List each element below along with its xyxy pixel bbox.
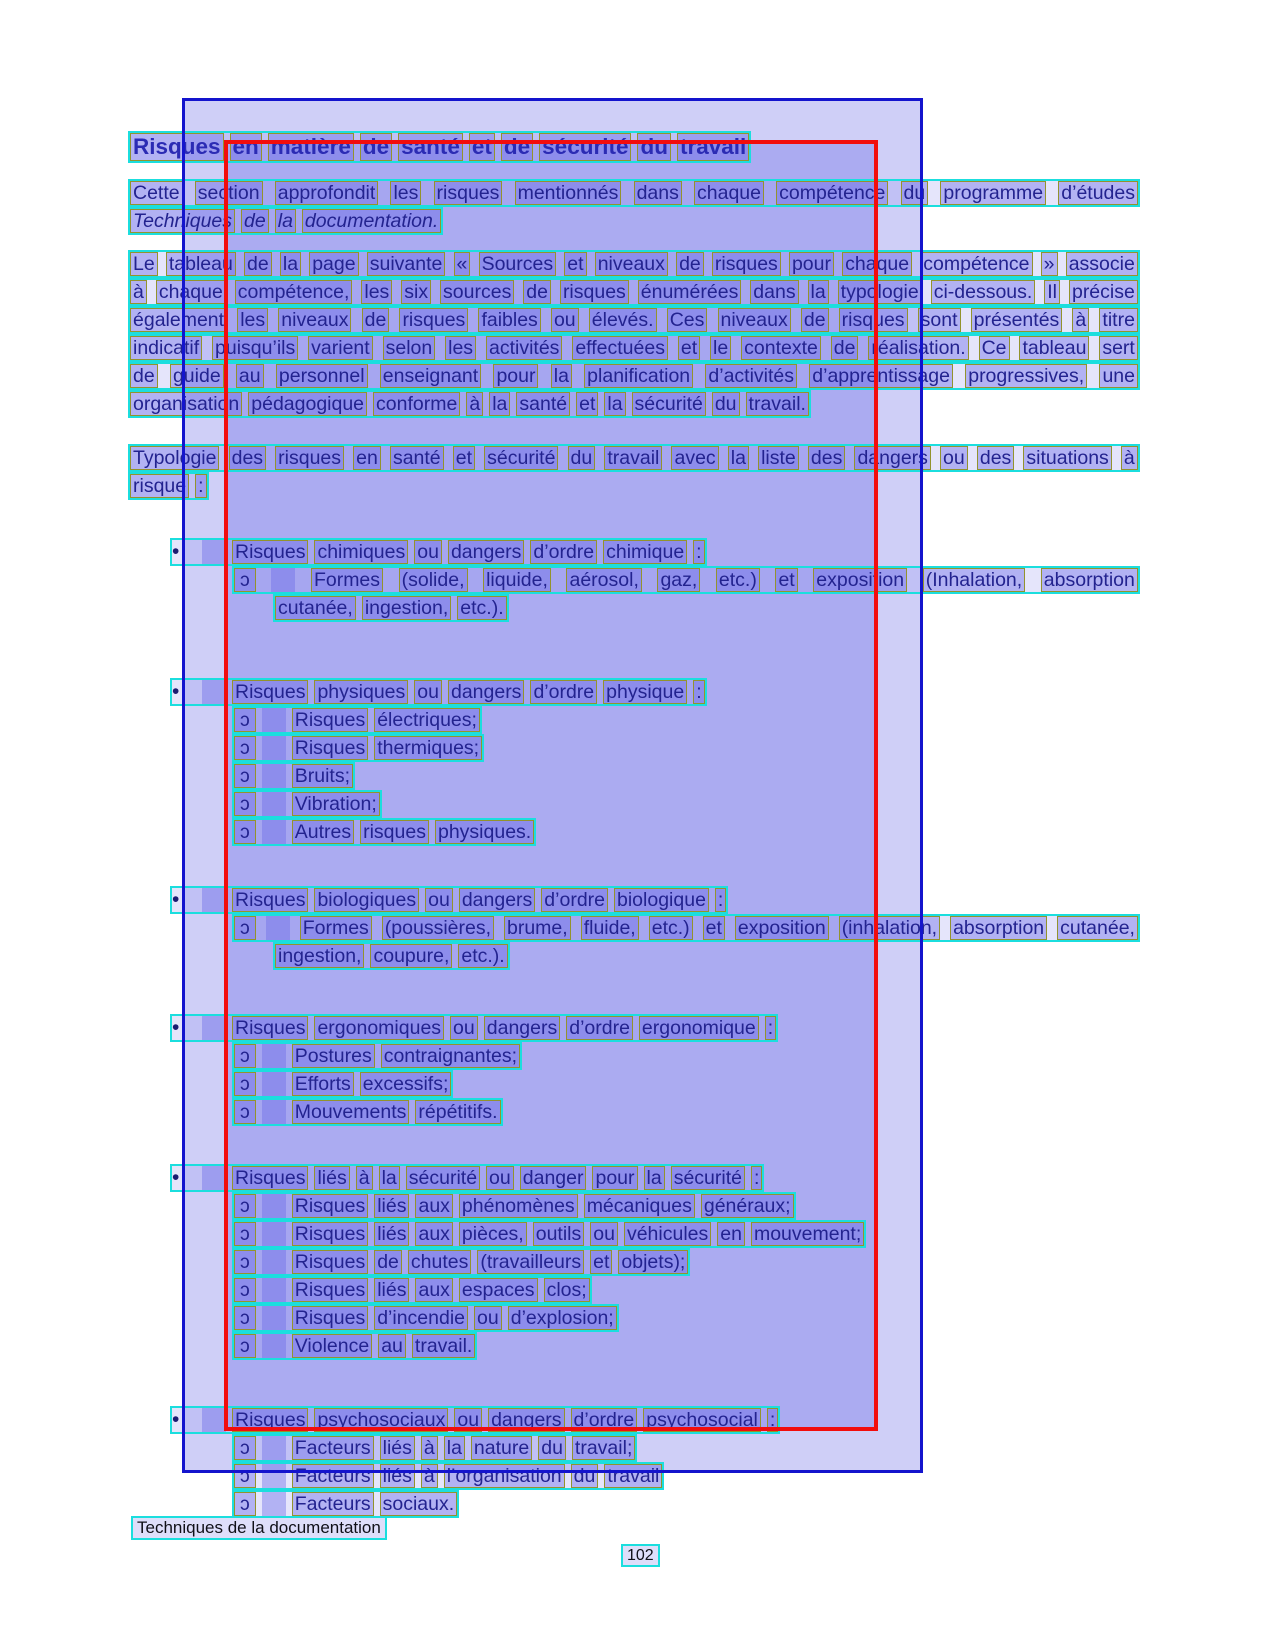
word-box: physique — [603, 680, 687, 704]
word-box: compétence — [920, 252, 1032, 276]
word-box: enseignant — [380, 364, 481, 388]
word-box: en — [353, 446, 381, 470]
indent-spacer — [262, 1492, 286, 1516]
word-box: niveaux — [595, 252, 668, 276]
word-box: du — [901, 181, 929, 205]
word-box: ou — [454, 1408, 482, 1432]
word-box: de — [831, 336, 859, 360]
word-box: typologie — [838, 280, 922, 304]
word-box: Ce — [979, 336, 1010, 360]
word-box: ou — [450, 1016, 478, 1040]
word-box: : — [767, 1408, 778, 1432]
word-box: exposition — [735, 916, 829, 940]
sub-bullet-marker-icon: ɔ — [234, 1194, 256, 1218]
word-box: Sources — [479, 252, 557, 276]
word-box: réalisation. — [868, 336, 968, 360]
word-box: ou — [486, 1166, 514, 1190]
word-box: compétence, — [235, 280, 353, 304]
word-box: section — [195, 181, 263, 205]
sub-bullet-marker-icon: ɔ — [234, 792, 256, 816]
sub-bullet-marker-icon: ɔ — [234, 820, 256, 844]
word-box: outils — [533, 1222, 585, 1246]
word-box: physiques. — [435, 820, 534, 844]
word-box: au — [378, 1334, 406, 1358]
word-box: Risques — [292, 1222, 368, 1246]
word-box: : — [195, 474, 206, 498]
word-box: sécurité — [539, 133, 631, 161]
word-box: pour — [493, 364, 538, 388]
word-box: travail; — [572, 1436, 635, 1460]
word-box: tableau — [1019, 336, 1089, 360]
word-box: de — [241, 209, 269, 233]
word-box: page — [309, 252, 358, 276]
word-box: personnel — [276, 364, 368, 388]
word-box: objets); — [618, 1250, 688, 1274]
word-box: biologiques — [314, 888, 419, 912]
word-box: et — [703, 916, 725, 940]
word-box: mouvement; — [751, 1222, 864, 1246]
word-box: dangers — [448, 540, 524, 564]
word-box: et — [775, 568, 797, 592]
word-box: Le — [130, 252, 158, 276]
word-box: dangers — [448, 680, 524, 704]
word-box: d’apprentissage — [809, 364, 953, 388]
word-box: organisation — [130, 392, 242, 416]
word-box: la — [275, 209, 296, 233]
word-box: ou — [414, 680, 442, 704]
word-box: espaces — [459, 1278, 538, 1302]
text-line — [232, 1490, 459, 1518]
word-box: documentation. — [302, 209, 441, 233]
word-box: électriques; — [374, 708, 480, 732]
word-box: sécurité — [484, 446, 558, 470]
word-box: ou — [474, 1306, 502, 1330]
word-box: dans — [750, 280, 798, 304]
word-box: (Inhalation, — [923, 568, 1025, 592]
word-box: travail — [604, 1464, 662, 1488]
word-box: Risques — [232, 540, 308, 564]
word-box: et — [678, 336, 700, 360]
word-box: situations — [1023, 446, 1111, 470]
word-box: (travailleurs — [477, 1250, 584, 1274]
word-box: Violence — [292, 1334, 372, 1358]
word-box: avec — [671, 446, 718, 470]
word-box: d’ordre — [530, 680, 597, 704]
word-box: chaque — [694, 181, 764, 205]
word-box: psychosociaux — [314, 1408, 448, 1432]
word-box: risques — [360, 820, 429, 844]
word-box: niveaux — [718, 308, 791, 332]
bullet-marker-icon: • — [172, 1016, 180, 1039]
word-box: travail. — [412, 1334, 475, 1358]
sub-bullet-marker-icon: ɔ — [234, 1464, 256, 1488]
word-box: niveaux — [278, 308, 351, 332]
word-box: Bruits; — [292, 764, 353, 788]
word-box: des — [977, 446, 1014, 470]
word-box: etc.) — [649, 916, 693, 940]
word-box: mentionnés — [515, 181, 622, 205]
word-box: Risques — [232, 680, 308, 704]
word-box: ou — [414, 540, 442, 564]
word-box: (poussières, — [382, 916, 494, 940]
word-box: Risques — [292, 1278, 368, 1302]
word-box: les — [390, 181, 421, 205]
word-box: contexte — [741, 336, 821, 360]
word-box: sécurité — [632, 392, 706, 416]
word-box: et — [576, 392, 598, 416]
word-box: ou — [940, 446, 968, 470]
word-box: pédagogique — [248, 392, 367, 416]
word-box: du — [568, 446, 596, 470]
word-box: Il — [1044, 280, 1060, 304]
word-box: : — [693, 680, 704, 704]
word-box: brume, — [504, 916, 571, 940]
word-box: d’ordre — [571, 1408, 638, 1432]
word-box: du — [571, 1464, 599, 1488]
word-box: danger — [520, 1166, 587, 1190]
word-box: compétence — [776, 181, 888, 205]
word-box: Risques — [232, 1408, 308, 1432]
word-box: contraignantes; — [381, 1044, 520, 1068]
word-box: liés — [380, 1464, 415, 1488]
word-box: (inhalation, — [839, 916, 940, 940]
word-box: d’activités — [705, 364, 797, 388]
word-box: répétitifs. — [415, 1100, 500, 1124]
word-box: santé — [390, 446, 444, 470]
word-box: aux — [415, 1222, 452, 1246]
word-box: gaz, — [657, 568, 700, 592]
word-box: etc.). — [457, 596, 506, 620]
sub-bullet-marker-icon: ɔ — [234, 1044, 256, 1068]
word-box: absorption — [950, 916, 1047, 940]
bullet-marker-icon: • — [172, 888, 180, 911]
word-box: pour — [592, 1166, 637, 1190]
sub-bullet-marker-icon: ɔ — [234, 736, 256, 760]
sub-bullet-marker-icon: ɔ — [234, 1492, 256, 1516]
word-box: élevés. — [589, 308, 657, 332]
word-box: liés — [314, 1166, 349, 1190]
word-box: des — [229, 446, 266, 470]
word-box: (solide, — [399, 568, 468, 592]
word-box: à — [356, 1166, 373, 1190]
word-box: dans — [634, 181, 682, 205]
word-box: physiques — [314, 680, 408, 704]
word-box: : — [693, 540, 704, 564]
word-box: pour — [789, 252, 834, 276]
bullet-marker-icon: • — [172, 540, 180, 563]
word-box: de — [374, 1250, 402, 1274]
word-box: coupure, — [370, 944, 452, 968]
sub-bullet-marker-icon: ɔ — [234, 916, 256, 940]
word-box: à — [130, 280, 147, 304]
word-box: phénomènes — [459, 1194, 578, 1218]
word-box: chaque — [842, 252, 912, 276]
word-box: pièces, — [459, 1222, 527, 1246]
word-box: d’explosion; — [508, 1306, 617, 1330]
word-box: progressives, — [965, 364, 1087, 388]
word-box: fluide, — [581, 916, 639, 940]
word-box: » — [1041, 252, 1058, 276]
inner-annotation-box — [224, 140, 878, 1431]
word-box: de — [523, 280, 551, 304]
bullet-marker-icon: • — [172, 680, 180, 703]
word-box: Autres — [292, 820, 354, 844]
word-box: d’ordre — [530, 540, 597, 564]
sub-bullet-marker-icon: ɔ — [234, 1222, 256, 1246]
word-box: Techniques — [130, 209, 235, 233]
word-box: ingestion, — [362, 596, 451, 620]
word-box: la — [604, 392, 625, 416]
word-box: la — [444, 1436, 465, 1460]
word-box: dangers — [854, 446, 930, 470]
word-box: titre — [1099, 308, 1138, 332]
word-box: Risques — [292, 736, 368, 760]
word-box: Risques — [292, 1306, 368, 1330]
word-box: Typologie — [130, 446, 219, 470]
word-box: etc.) — [716, 568, 760, 592]
word-box: suivante — [367, 252, 446, 276]
word-box: ergonomique — [639, 1016, 759, 1040]
word-box: dangers — [488, 1408, 564, 1432]
word-box: chutes — [408, 1250, 471, 1274]
word-box: sociaux. — [380, 1492, 458, 1516]
word-box: Formes — [311, 568, 383, 592]
word-box: risques — [560, 280, 629, 304]
word-box: Risques — [232, 888, 308, 912]
word-box: liés — [374, 1194, 409, 1218]
word-box: Risques — [292, 1194, 368, 1218]
word-box: d’études — [1058, 181, 1138, 205]
word-box: approfondit — [275, 181, 379, 205]
word-box: travail. — [746, 392, 809, 416]
sub-bullet-marker-icon: ɔ — [234, 1278, 256, 1302]
word-box: Risques — [292, 708, 368, 732]
word-box: précise — [1069, 280, 1138, 304]
word-box: la — [808, 280, 829, 304]
word-box: chimiques — [314, 540, 408, 564]
word-box: de — [676, 252, 704, 276]
word-box: en — [717, 1222, 745, 1246]
sub-bullet-marker-icon: ɔ — [234, 708, 256, 732]
word-box: ergonomiques — [314, 1016, 444, 1040]
word-box: planification — [584, 364, 693, 388]
word-box: Facteurs — [292, 1492, 374, 1516]
word-box: thermiques; — [374, 736, 482, 760]
word-box: santé — [398, 133, 463, 161]
word-box: ingestion, — [275, 944, 364, 968]
word-box: Risques — [130, 133, 224, 161]
word-box: ou — [551, 308, 579, 332]
word-box: risque — [130, 474, 189, 498]
word-box: exposition — [813, 568, 907, 592]
word-box: de — [244, 252, 272, 276]
word-box: d’ordre — [566, 1016, 633, 1040]
sub-bullet-marker-icon: ɔ — [234, 1250, 256, 1274]
word-box: à — [1072, 308, 1089, 332]
page-number: 102 — [621, 1544, 660, 1567]
word-box: du — [538, 1436, 566, 1460]
footer-text: Techniques de la documentation — [131, 1516, 387, 1540]
word-box: clos; — [544, 1278, 590, 1302]
word-box: les — [237, 308, 268, 332]
word-box: généraux; — [701, 1194, 794, 1218]
word-box: Risques — [292, 1250, 368, 1274]
word-box: Facteurs — [292, 1464, 374, 1488]
word-box: la — [489, 392, 510, 416]
word-box: conforme — [373, 392, 460, 416]
word-box: sert — [1099, 336, 1138, 360]
word-box: etc.). — [458, 944, 507, 968]
word-box: matière — [268, 133, 354, 161]
word-box: liés — [380, 1436, 415, 1460]
word-box: dangers — [459, 888, 535, 912]
word-box: la — [379, 1166, 400, 1190]
word-box: des — [808, 446, 845, 470]
word-box: les — [361, 280, 392, 304]
word-box: de — [360, 133, 392, 161]
sub-bullet-marker-icon: ɔ — [234, 1306, 256, 1330]
word-box: la — [551, 364, 572, 388]
word-box: l’organisation — [444, 1464, 565, 1488]
word-box: de — [130, 364, 158, 388]
word-box: les — [445, 336, 476, 360]
word-box: de — [362, 308, 390, 332]
sub-bullet-marker-icon: ɔ — [234, 1334, 256, 1358]
word-box: puisqu’ils — [212, 336, 298, 360]
word-box: du — [637, 133, 671, 161]
word-box: santé — [516, 392, 570, 416]
word-box: d’incendie — [374, 1306, 468, 1330]
word-box: excessifs; — [360, 1072, 452, 1096]
word-box: le — [710, 336, 731, 360]
word-box: psychosocial — [643, 1408, 761, 1432]
word-box: nature — [471, 1436, 532, 1460]
word-box: six — [401, 280, 431, 304]
word-box: risques — [839, 308, 908, 332]
word-box: risques — [712, 252, 781, 276]
word-box: liés — [374, 1222, 409, 1246]
word-box: aux — [415, 1278, 452, 1302]
word-box: Mouvements — [292, 1100, 410, 1124]
word-box: à — [1121, 446, 1138, 470]
word-box: Risques — [232, 1166, 308, 1190]
word-box: biologique — [614, 888, 709, 912]
word-box: Vibration; — [292, 792, 380, 816]
word-box: selon — [383, 336, 436, 360]
word-box: liés — [374, 1278, 409, 1302]
word-box: énumérées — [638, 280, 742, 304]
word-box: du — [712, 392, 740, 416]
sub-bullet-marker-icon: ɔ — [234, 568, 256, 592]
sub-bullet-marker-icon: ɔ — [234, 1436, 256, 1460]
word-box: guide — [170, 364, 224, 388]
word-box: Efforts — [292, 1072, 354, 1096]
word-box: Cette — [130, 181, 183, 205]
word-box: chimique — [603, 540, 687, 564]
word-box: travail — [677, 133, 749, 161]
word-box: ou — [425, 888, 453, 912]
word-box: à — [421, 1436, 438, 1460]
bullet-marker-icon: • — [172, 1166, 180, 1189]
word-box: liste — [758, 446, 799, 470]
word-box: une — [1099, 364, 1138, 388]
word-box: sécurité — [671, 1166, 745, 1190]
word-box: risques — [399, 308, 468, 332]
word-box: tableau — [166, 252, 236, 276]
word-box: dangers — [484, 1016, 560, 1040]
word-box: varient — [308, 336, 373, 360]
word-box: faibles — [478, 308, 540, 332]
word-box: : — [715, 888, 726, 912]
word-box: d’ordre — [541, 888, 608, 912]
sub-bullet-marker-icon: ɔ — [234, 1100, 256, 1124]
word-box: programme — [940, 181, 1046, 205]
word-box: au — [236, 364, 264, 388]
word-box: risques — [275, 446, 344, 470]
word-box: sont — [918, 308, 961, 332]
word-box: effectuées — [572, 336, 668, 360]
word-box: cutanée, — [275, 596, 356, 620]
sub-bullet-marker-icon: ɔ — [234, 1072, 256, 1096]
word-box: la — [644, 1166, 665, 1190]
word-box: de — [501, 133, 533, 161]
sub-bullet-marker-icon: ɔ — [234, 764, 256, 788]
word-box: à — [421, 1464, 438, 1488]
word-box: liquide, — [483, 568, 551, 592]
word-box: Facteurs — [292, 1436, 374, 1460]
word-box: en — [230, 133, 262, 161]
word-box: présentés — [971, 308, 1063, 332]
word-box: absorption — [1041, 568, 1138, 592]
word-box: ou — [590, 1222, 618, 1246]
word-box: et — [469, 133, 495, 161]
word-box: sources — [440, 280, 514, 304]
word-box: « — [454, 252, 471, 276]
word-box: et — [453, 446, 475, 470]
word-box: mécaniques — [584, 1194, 695, 1218]
word-box: : — [765, 1016, 776, 1040]
word-box: de — [801, 308, 829, 332]
word-box: ci-dessous. — [931, 280, 1036, 304]
word-box: Postures — [292, 1044, 375, 1068]
word-box: véhicules — [624, 1222, 711, 1246]
word-box: Ces — [667, 308, 708, 332]
word-box: également — [130, 308, 227, 332]
bullet-marker-icon: • — [172, 1408, 180, 1431]
word-box: à — [466, 392, 483, 416]
word-box: la — [728, 446, 749, 470]
word-box: : — [751, 1166, 762, 1190]
word-box: et — [590, 1250, 612, 1274]
word-box: associe — [1066, 252, 1138, 276]
word-box: aérosol, — [566, 568, 641, 592]
word-box: risques — [434, 181, 503, 205]
word-box: Risques — [232, 1016, 308, 1040]
word-box: sécurité — [406, 1166, 480, 1190]
word-box: la — [280, 252, 301, 276]
word-box: indicatif — [130, 336, 202, 360]
word-box: aux — [415, 1194, 452, 1218]
word-box: et — [564, 252, 586, 276]
word-box: Formes — [300, 916, 372, 940]
word-box: activités — [486, 336, 562, 360]
word-box: travail — [604, 446, 662, 470]
word-box: cutanée, — [1057, 916, 1138, 940]
word-box: chaque — [156, 280, 226, 304]
